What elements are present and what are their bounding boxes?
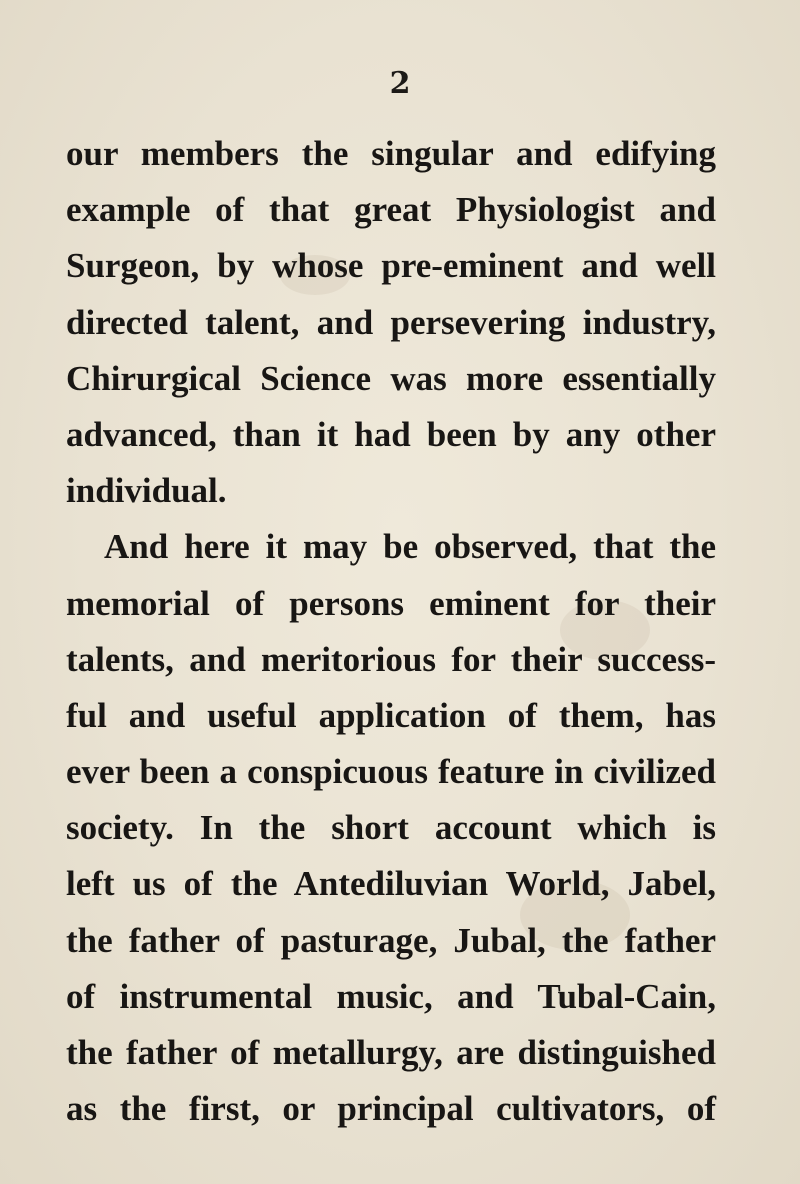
text-line: left us of the Antediluvian World, Jabel, bbox=[66, 864, 716, 904]
text-line: Chirurgical Science was more essentially bbox=[66, 358, 716, 398]
text-line: of instrumental music, and Tubal-Cain, bbox=[66, 976, 716, 1016]
text-line: directed talent, and persevering industry, bbox=[66, 302, 716, 342]
text-line: talents, and meritorious for their success- bbox=[66, 639, 716, 679]
text-line: advanced, than it had been by any other bbox=[66, 414, 716, 454]
text-line: the father of metallurgy, are distinguished bbox=[66, 1033, 716, 1072]
page-number: 2 bbox=[389, 66, 411, 101]
body-text bbox=[66, 126, 716, 1137]
paragraph-start-line: And here it may be observed, that the bbox=[104, 527, 716, 567]
text-line: example of that great Physiologist and bbox=[66, 190, 716, 230]
text-line: our members the singular and edifying bbox=[66, 134, 716, 173]
text-line: the father of pasturage, Jubal, the father bbox=[66, 920, 716, 960]
text-line: society. In the short account which is bbox=[66, 808, 716, 848]
text-line: individual. bbox=[66, 471, 227, 511]
text-line: as the first, or principal cultivators, of bbox=[66, 1089, 716, 1129]
text-line: Surgeon, by whose pre-eminent and well bbox=[66, 246, 716, 286]
text-line: ever been a conspicuous feature in civilized bbox=[66, 752, 716, 792]
text-line: memorial of persons eminent for their bbox=[66, 583, 716, 623]
text-line: ful and useful application of them, has bbox=[66, 695, 716, 735]
